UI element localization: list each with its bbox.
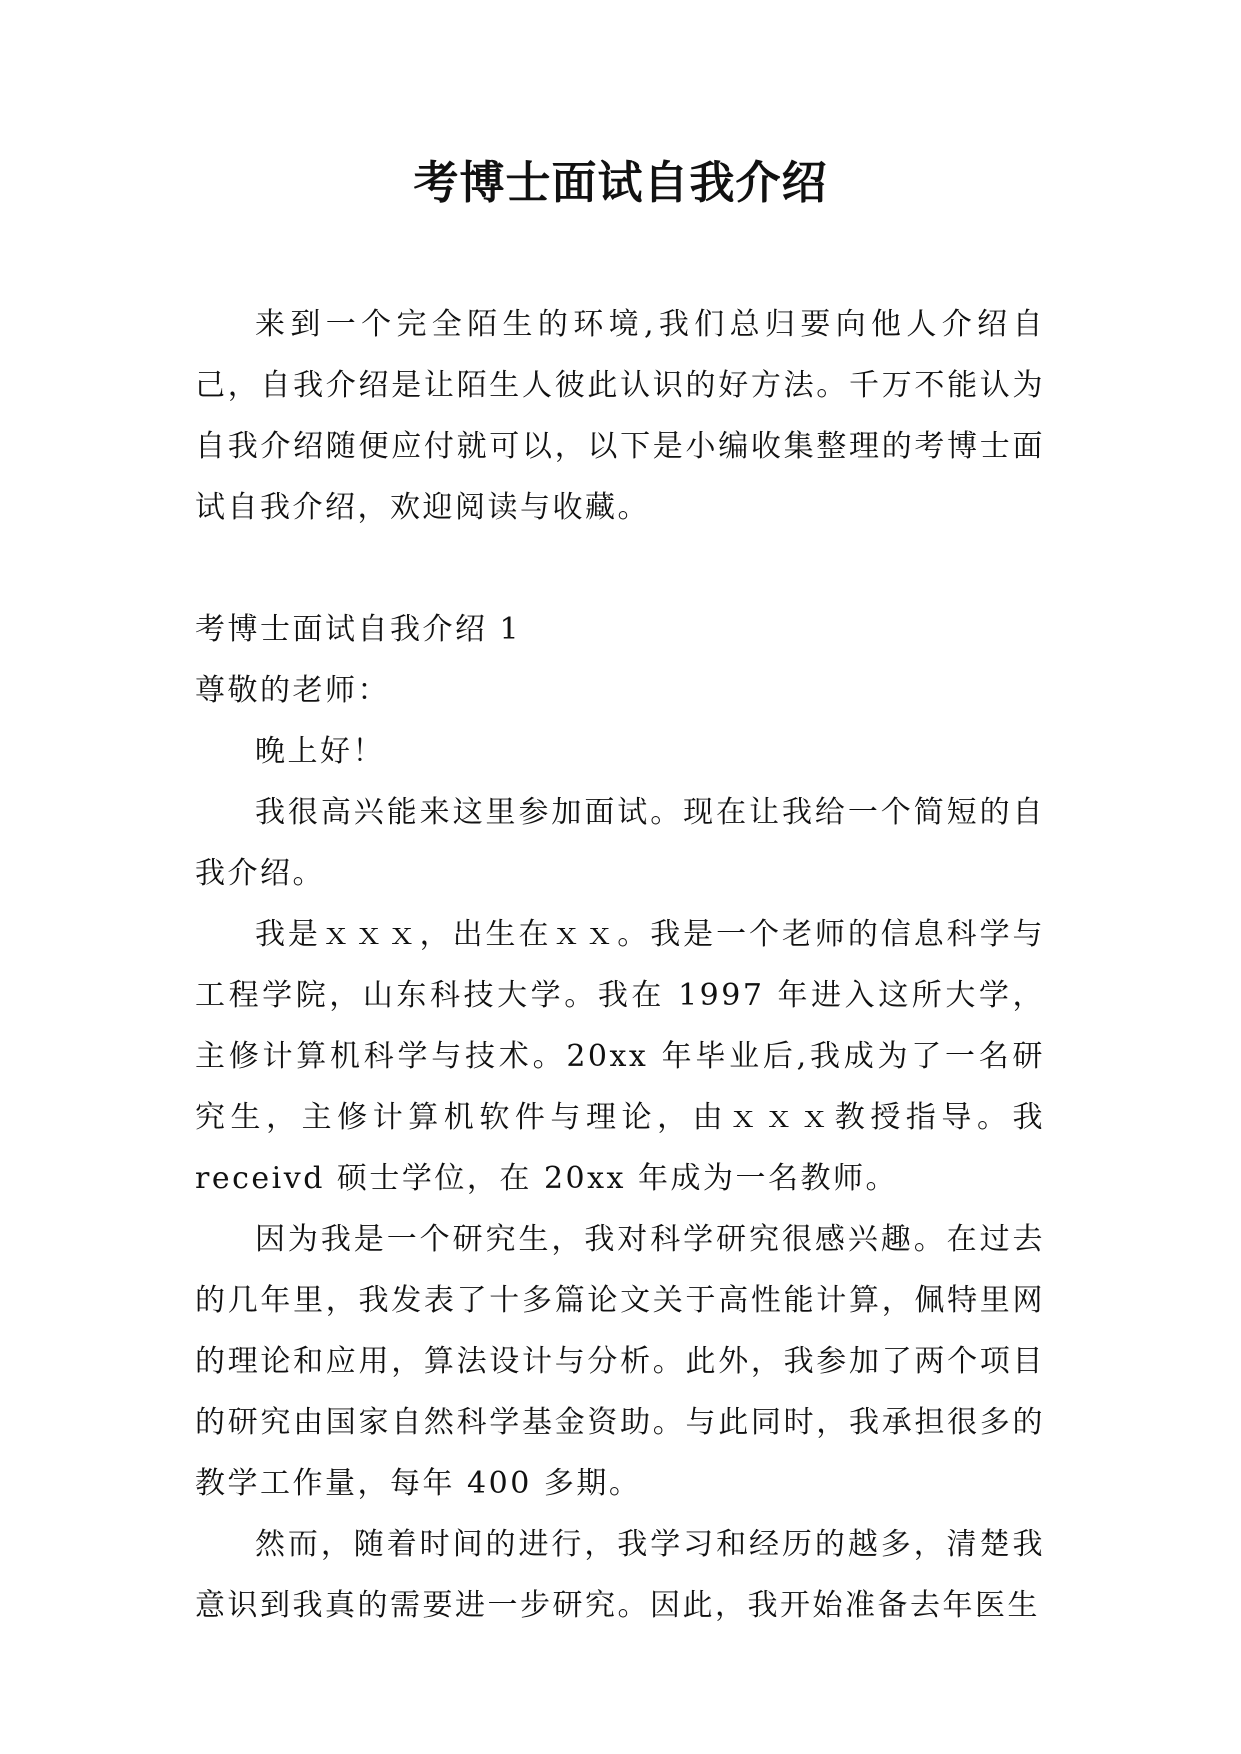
- spacer: [195, 538, 1045, 599]
- intro-paragraph: 来到一个完全陌生的环境,我们总归要向他人介绍自己，自我介绍是让陌生人彼此认识的好方法。千万不能认为自我介绍随便应付就可以，以下是小编收集整理的考博士面试自我介绍，欢迎阅读与收藏。: [195, 307, 1045, 525]
- body-paragraph: 然而，随着时间的进行，我学习和经历的越多，清楚我意识到我真的需要进一步研究。因此，我开始准备去年医生: [195, 1527, 1045, 1623]
- body-paragraph: 我是ｘｘｘ，出生在ｘｘ。我是一个老师的信息科学与工程学院，山东科技大学。我在 1997 年进入这所大学，主修计算机科学与技术。20xx 年毕业后,我成为了一名研究生，主修计算机软件与理论，由ｘｘｘ教授指导。我 receivd 硕士学位，在 20xx 年成为一名教师。: [195, 917, 1045, 1196]
- body-paragraph: 因为我是一个研究生，我对科学研究很感兴趣。在过去的几年里，我发表了十多篇论文关于高性能计算，佩特里网的理论和应用，算法设计与分析。此外，我参加了两个项目的研究由国家自然科学基金资助。与此同时，我承担很多的教学工作量，每年 400 多期。: [195, 1222, 1045, 1501]
- greeting-line: 尊敬的老师：: [195, 673, 390, 708]
- document-body: [195, 294, 1045, 1636]
- salutation-line: 晚上好！: [255, 734, 385, 769]
- section-heading: 考博士面试自我介绍 1: [195, 612, 522, 647]
- body-paragraph: 我很高兴能来这里参加面试。现在让我给一个简短的自我介绍。: [195, 795, 1045, 891]
- page-title: 考博士面试自我介绍: [413, 156, 828, 209]
